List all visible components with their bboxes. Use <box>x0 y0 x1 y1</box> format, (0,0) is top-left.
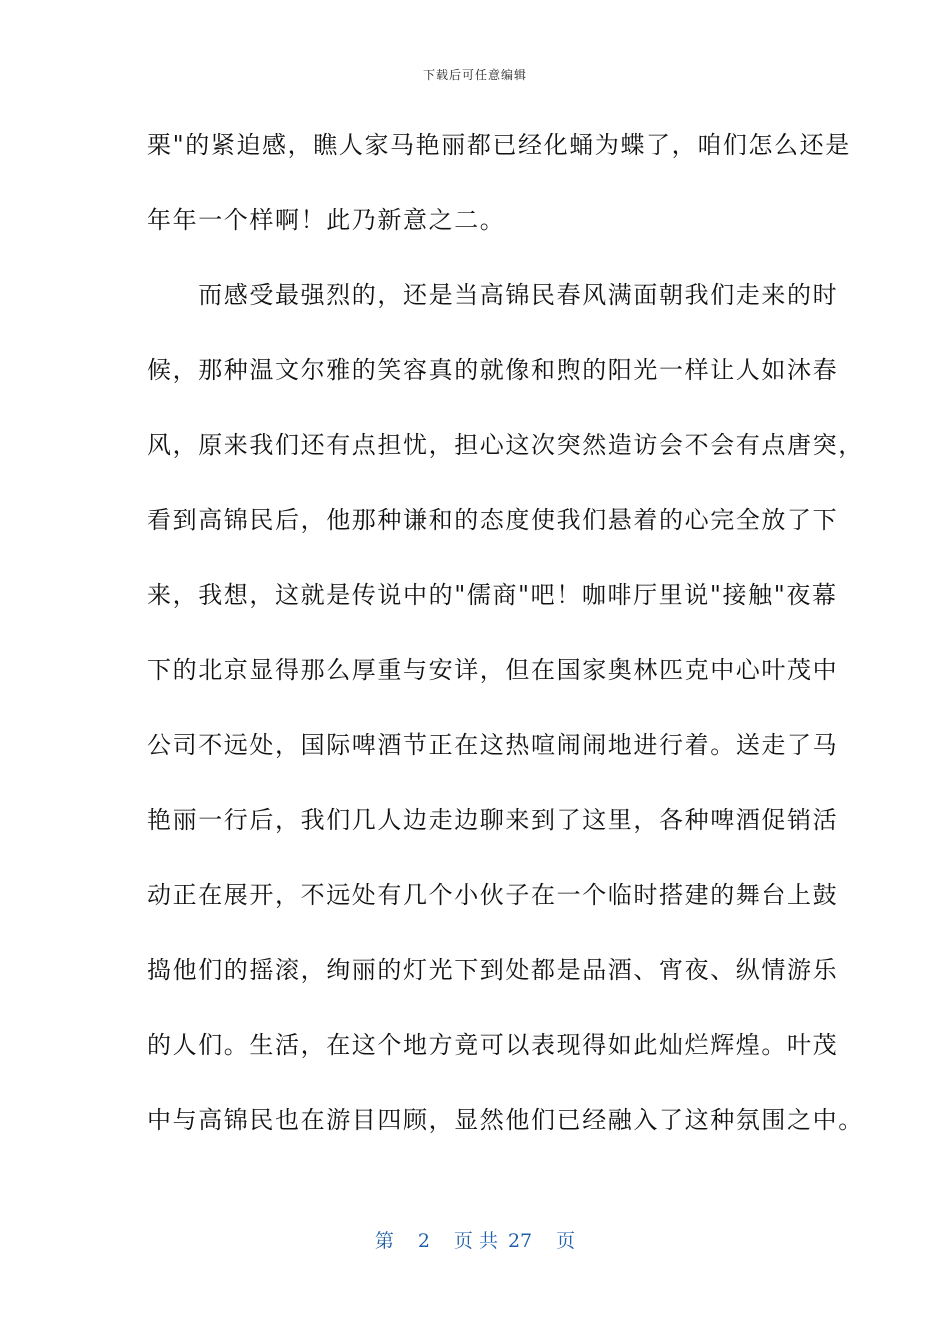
text-line: 候，那种温文尔雅的笑容真的就像和煦的阳光一样让人如沐春 <box>147 356 839 384</box>
footer-middle: 页 共 <box>453 1230 498 1252</box>
text-line: 栗"的紧迫感，瞧人家马艳丽都已经化蛹为蝶了，咱们怎么还是 <box>147 131 851 159</box>
footer-prefix: 第 <box>374 1230 394 1252</box>
total-pages: 27 <box>507 1230 533 1252</box>
text-line: 年年一个样啊！此乃新意之二。 <box>147 206 506 234</box>
current-page-number: 2 <box>417 1230 430 1252</box>
text-line: 动正在展开，不远处有几个小伙子在一个临时搭建的舞台上鼓 <box>147 881 839 909</box>
text-line: 风，原来我们还有点担忧，担心这次突然造访会不会有点唐突， <box>147 431 864 459</box>
text-line: 艳丽一行后，我们几人边走边聊来到了这里，各种啤酒促销活 <box>147 806 839 834</box>
text-line: 的人们。生活，在这个地方竟可以表现得如此灿烂辉煌。叶茂 <box>147 1031 839 1059</box>
text-line: 中与高锦民也在游目四顾，显然他们已经融入了这种氛围之中。 <box>147 1106 864 1134</box>
header-note: 下载后可任意编辑 <box>422 68 527 82</box>
text-line: 下的北京显得那么厚重与安详，但在国家奥林匹克中心叶茂中 <box>147 656 839 684</box>
text-line: 来，我想，这就是传说中的"儒商"吧！咖啡厅里说"接触"夜幕 <box>147 581 838 609</box>
text-line: 而感受最强烈的，还是当高锦民春风满面朝我们走来的时 <box>147 281 839 309</box>
footer-suffix: 页 <box>556 1230 576 1252</box>
page-footer <box>0 1226 950 1253</box>
text-line: 捣他们的摇滚，绚丽的灯光下到处都是品酒、宵夜、纵情游乐 <box>147 956 839 984</box>
text-line: 公司不远处，国际啤酒节正在这热喧闹闹地进行着。送走了马 <box>147 731 839 759</box>
text-line: 看到高锦民后，他那种谦和的态度使我们悬着的心完全放了下 <box>147 506 839 534</box>
